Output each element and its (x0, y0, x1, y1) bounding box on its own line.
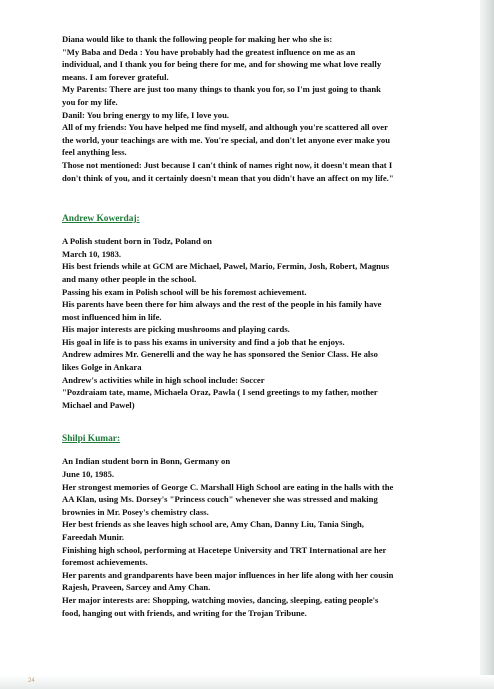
page-bottom-shadow (0, 675, 494, 689)
text-line: All of my friends: You have helped me find myself, and although you're scattered all over (62, 122, 388, 133)
text-line: likes Golge in Ankara (62, 362, 142, 373)
intro-section (62, 33, 450, 184)
text-line: His parents have been there for him always and the rest of the people in his family have (62, 299, 382, 310)
andrew-section (62, 235, 450, 411)
text-line: the world, your teachings are with me. You're special, and don't let anyone ever make you (62, 134, 390, 145)
text-line: Danil: You bring energy to my life, I love you. (62, 109, 230, 120)
text-line: brownies in Mr. Posey's chemistry class. (62, 506, 209, 517)
text-line: March 10, 1983. (62, 248, 122, 259)
text-line: An Indian student born in Bonn, Germany on (62, 456, 231, 467)
text-line: Diana would like to thank the following people for making her who she is: (62, 34, 333, 44)
text-line: Those not mentioned: Just because I can't think of names right now, it doesn't mean that I (62, 159, 393, 170)
text-line: His major interests are picking mushrooms and playing cards. (62, 324, 290, 335)
text-line: Andrew admires Mr. Generelli and the way he has sponsored the Senior Class. He also (62, 349, 378, 360)
text-line: feel anything less. (62, 147, 127, 158)
section-heading-shilpi: Shilpi Kumar: (62, 434, 121, 445)
text-line: "Pozdraiam tate, mame, Michaela Oraz, Pawla ( I send greetings to my father, mother (62, 387, 378, 398)
text-line: most influenced him in life. (62, 311, 162, 322)
section-heading-andrew: Andrew Kowerdaj: (62, 214, 140, 225)
text-line: Finishing high school, performing at Hacetepe University and TRT International are her (62, 544, 387, 555)
text-line: foremost achievements. (62, 557, 148, 568)
text-line: His best friends while at GCM are Michael, Pawel, Mario, Fermin, Josh, Robert, Magnus (62, 261, 390, 272)
text-line: food, hanging out with friends, and writing for the Trojan Tribune. (62, 607, 307, 618)
text-line: June 10, 1985. (62, 469, 115, 480)
page-edge-shadow (480, 0, 494, 689)
text-line: My Parents: There are just too many things to thank you for, so I'm just going to thank (62, 84, 381, 95)
text-line: Andrew's activities while in high school include: Soccer (62, 374, 265, 385)
document-body (62, 33, 450, 619)
text-line: Fareedah Munir. (62, 532, 125, 542)
text-line: Michael and Pawel) (62, 399, 135, 410)
text-line: Her major interests are: Shopping, watching movies, dancing, sleeping, eating people's (62, 594, 379, 605)
text-line: Her strongest memories of George C. Marshall High School are eating in the halls with the (62, 481, 394, 492)
text-line: Passing his exam in Polish school will be his foremost achievement. (62, 286, 307, 297)
text-line: means. I am forever grateful. (62, 71, 169, 82)
text-line: Her best friends as she leaves high school are, Amy Chan, Danny Liu, Tania Singh, (62, 519, 364, 530)
text-line: individual, and I thank you for being there for me, and for showing me what love really (62, 59, 382, 70)
shilpi-section (62, 455, 450, 619)
text-line: Rajesh, Praveen, Sarcey and Amy Chan. (62, 582, 211, 593)
text-line: His goal in life is to pass his exams in university and find a job that he enjoys. (62, 336, 345, 347)
text-line: Her parents and grandparents have been major influences in her life along with her cousin (62, 569, 394, 580)
text-line: you for my life. (62, 96, 118, 107)
page-number: 24 (28, 678, 35, 684)
text-line: A Polish student born in Todz, Poland on (62, 236, 212, 247)
text-line: "My Baba and Deda : You have probably had the greatest influence on me as an (62, 46, 356, 57)
text-line: and many other people in the school. (62, 273, 197, 284)
text-line: AA Klan, using Ms. Dorsey's "Princess couch" whenever she was stressed and making (62, 494, 378, 505)
text-line: don't think of you, and it certainly doesn't mean that you didn't have an affect on my life." (62, 172, 394, 183)
